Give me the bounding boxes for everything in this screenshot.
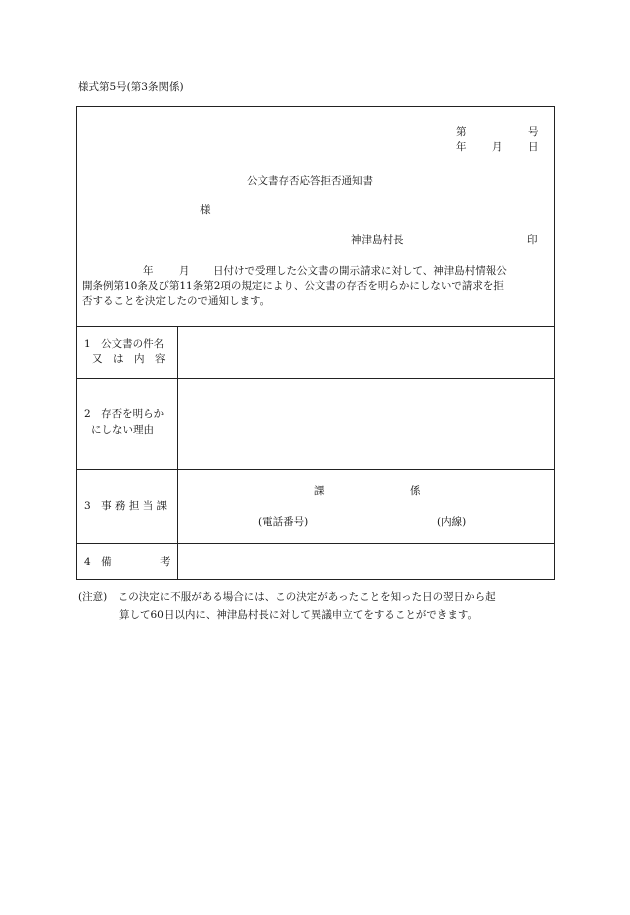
row3-label: 3 事 務 担 当 課 (84, 500, 168, 512)
body-line-2: 開条例第10条及び第11条第2項の規定により、公文書の存否を明らかにしないで請求を拒 (82, 280, 504, 292)
body-year: 年 (143, 265, 154, 277)
date-day: 日 (528, 141, 539, 153)
issuer-name: 神津島村長 (351, 234, 404, 246)
row3-extension-label: (内線) (437, 516, 467, 528)
date-month: 月 (492, 141, 503, 153)
date-year: 年 (456, 141, 467, 153)
row3-section-marker: 課 (314, 485, 325, 497)
row-divider-1 (76, 378, 555, 379)
row-divider-2 (76, 469, 555, 470)
note-line-2: 算して60日以内に、神津島村長に対して異議申立てをすることができます。 (119, 609, 479, 621)
label-column-divider (177, 326, 178, 580)
row-divider-3 (76, 543, 555, 544)
body-line-3: 否することを決定したので通知します。 (82, 295, 271, 307)
row2-label-line2: にしない理由 (91, 424, 154, 436)
row4-label-start: 4 備 (84, 556, 112, 568)
number-suffix: 号 (528, 126, 539, 138)
number-prefix: 第 (456, 126, 467, 138)
row1-label-line1: 1 公文書の件名 (84, 338, 165, 350)
row4-label-end: 考 (160, 556, 171, 568)
body-line-1: 日付けで受理した公文書の開示請求に対して、神津島村情報公 (213, 265, 507, 277)
document-title: 公文書存否応答拒否通知書 (247, 175, 373, 187)
seal-mark: 印 (527, 234, 538, 246)
row3-staff-marker: 係 (410, 485, 421, 497)
note-line-1: (注意) この決定に不服がある場合には、この決定があったことを知った日の翌日から起 (78, 591, 496, 603)
addressee-suffix: 様 (200, 204, 211, 216)
row1-label-line2: 又 は 内 容 (92, 353, 166, 365)
row3-phone-label: (電話番号) (258, 516, 309, 528)
row2-label-line1: 2 存否を明らか (84, 408, 165, 420)
form-number-label: 様式第5号(第3条関係) (78, 81, 184, 93)
body-month: 月 (179, 265, 190, 277)
table-top-divider (76, 326, 555, 327)
